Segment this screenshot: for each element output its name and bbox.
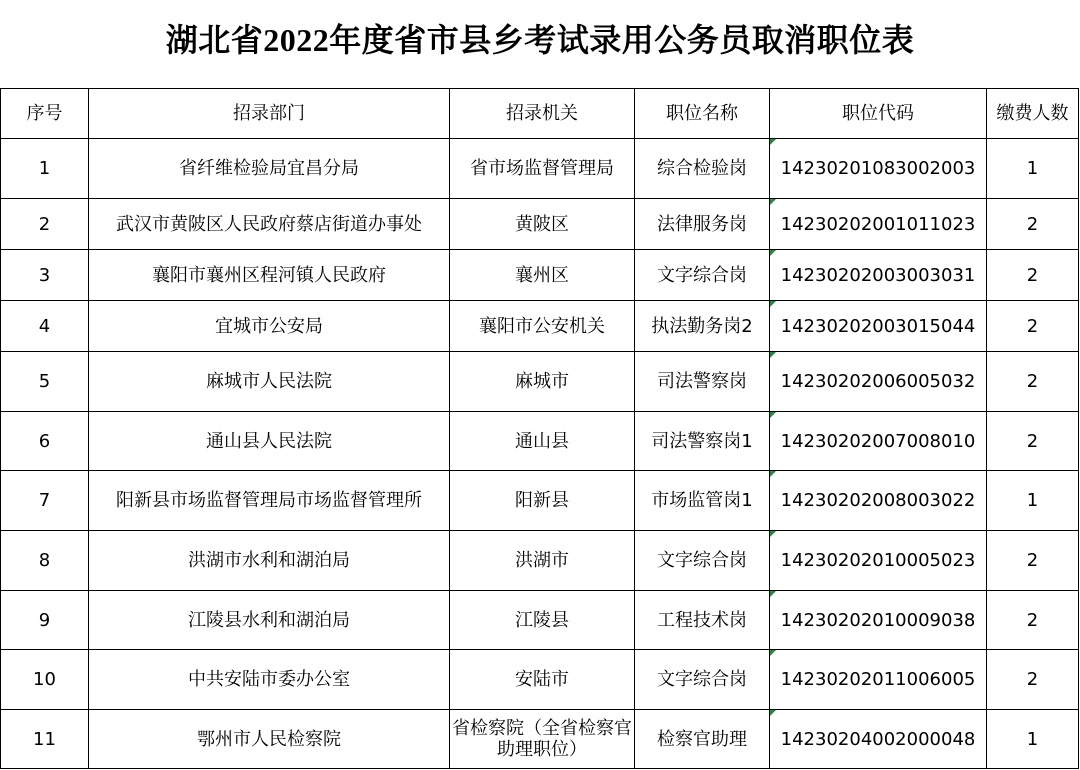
cell-position-name: 文字综合岗 bbox=[635, 531, 770, 591]
table-row bbox=[1, 650, 1079, 710]
cell-serial-number: 3 bbox=[1, 250, 89, 301]
cell-serial-number: 8 bbox=[1, 531, 89, 591]
cell-position-code bbox=[770, 250, 987, 301]
text-number-indicator-icon bbox=[770, 199, 776, 205]
position-code-text: 14230202007008010 bbox=[780, 430, 976, 452]
table-row bbox=[1, 301, 1079, 352]
header-serial-number: 序号 bbox=[1, 89, 89, 139]
cell-serial-number: 11 bbox=[1, 710, 89, 769]
cell-paid-applicants: 2 bbox=[987, 199, 1079, 250]
header-position-name: 职位名称 bbox=[635, 89, 770, 139]
cell-recruiting-agency: 洪湖市 bbox=[450, 531, 635, 591]
cell-paid-applicants: 2 bbox=[987, 301, 1079, 352]
cell-recruiting-agency: 黄陂区 bbox=[450, 199, 635, 250]
cell-paid-applicants: 2 bbox=[987, 591, 1079, 650]
position-code-text: 14230202008003022 bbox=[780, 490, 976, 511]
cell-recruiting-agency: 麻城市 bbox=[450, 352, 635, 412]
cell-recruiting-department: 江陵县水利和湖泊局 bbox=[89, 591, 450, 650]
cell-paid-applicants: 2 bbox=[987, 250, 1079, 301]
cell-recruiting-department: 中共安陆市委办公室 bbox=[89, 650, 450, 710]
position-code-text: 14230202010009038 bbox=[780, 609, 976, 631]
cell-recruiting-department: 通山县人民法院 bbox=[89, 412, 450, 471]
cell-paid-applicants: 2 bbox=[987, 531, 1079, 591]
cell-position-name: 市场监管岗1 bbox=[635, 471, 770, 531]
cell-recruiting-agency: 安陆市 bbox=[450, 650, 635, 710]
text-number-indicator-icon bbox=[770, 591, 776, 597]
cell-paid-applicants: 1 bbox=[987, 710, 1079, 769]
header-recruiting-agency: 招录机关 bbox=[450, 89, 635, 139]
text-number-indicator-icon bbox=[770, 139, 776, 145]
cell-serial-number: 1 bbox=[1, 139, 89, 199]
table-row bbox=[1, 352, 1079, 412]
table-row bbox=[1, 710, 1079, 769]
table-row bbox=[1, 531, 1079, 591]
cell-serial-number: 9 bbox=[1, 591, 89, 650]
cell-serial-number: 7 bbox=[1, 471, 89, 531]
position-code-text: 14230201083002003 bbox=[780, 158, 976, 179]
text-number-indicator-icon bbox=[770, 412, 776, 418]
position-code-text: 14230202001011023 bbox=[780, 213, 976, 235]
cell-paid-applicants: 2 bbox=[987, 412, 1079, 471]
cell-serial-number: 5 bbox=[1, 352, 89, 412]
position-code-text: 14230204002000048 bbox=[780, 728, 976, 750]
cell-recruiting-agency: 襄阳市公安机关 bbox=[450, 301, 635, 352]
table-row bbox=[1, 471, 1079, 531]
cell-position-name: 执法勤务岗2 bbox=[635, 301, 770, 352]
cancelled-positions-table bbox=[0, 88, 1079, 769]
cell-position-name: 工程技术岗 bbox=[635, 591, 770, 650]
position-code-text: 14230202003003031 bbox=[780, 264, 976, 286]
cell-position-name: 文字综合岗 bbox=[635, 650, 770, 710]
cell-serial-number: 2 bbox=[1, 199, 89, 250]
table-header-row bbox=[1, 89, 1079, 139]
cell-recruiting-department: 鄂州市人民检察院 bbox=[89, 710, 450, 769]
position-code-text: 14230202003015044 bbox=[780, 315, 976, 337]
header-position-code: 职位代码 bbox=[770, 89, 987, 139]
cell-recruiting-department: 省纤维检验局宜昌分局 bbox=[89, 139, 450, 199]
cell-recruiting-agency: 省市场监督管理局 bbox=[450, 139, 635, 199]
cell-recruiting-agency: 江陵县 bbox=[450, 591, 635, 650]
cell-position-code bbox=[770, 352, 987, 412]
cell-position-name: 综合检验岗 bbox=[635, 139, 770, 199]
table-row bbox=[1, 591, 1079, 650]
table-row bbox=[1, 250, 1079, 301]
cell-recruiting-department: 宜城市公安局 bbox=[89, 301, 450, 352]
cell-position-name: 司法警察岗1 bbox=[635, 412, 770, 471]
cell-recruiting-department: 武汉市黄陂区人民政府蔡店街道办事处 bbox=[89, 199, 450, 250]
cell-position-name: 检察官助理 bbox=[635, 710, 770, 769]
cell-paid-applicants: 1 bbox=[987, 139, 1079, 199]
table-row bbox=[1, 412, 1079, 471]
cell-recruiting-agency: 襄州区 bbox=[450, 250, 635, 301]
cell-recruiting-department: 襄阳市襄州区程河镇人民政府 bbox=[89, 250, 450, 301]
cell-position-name: 文字综合岗 bbox=[635, 250, 770, 301]
header-recruiting-department: 招录部门 bbox=[89, 89, 450, 139]
cell-position-code bbox=[770, 591, 987, 650]
text-number-indicator-icon bbox=[770, 531, 776, 537]
cell-position-code bbox=[770, 710, 987, 769]
cell-recruiting-department: 洪湖市水利和湖泊局 bbox=[89, 531, 450, 591]
text-number-indicator-icon bbox=[770, 710, 776, 716]
text-number-indicator-icon bbox=[770, 352, 776, 358]
text-number-indicator-icon bbox=[770, 250, 776, 256]
cell-position-code bbox=[770, 139, 987, 199]
cell-paid-applicants: 2 bbox=[987, 650, 1079, 710]
table-row bbox=[1, 199, 1079, 250]
cell-position-code bbox=[770, 531, 987, 591]
cell-position-code bbox=[770, 199, 987, 250]
text-number-indicator-icon bbox=[770, 301, 776, 307]
cell-serial-number: 10 bbox=[1, 650, 89, 710]
cell-position-name: 司法警察岗 bbox=[635, 352, 770, 412]
cell-position-code bbox=[770, 412, 987, 471]
header-paid-applicants: 缴费人数 bbox=[987, 89, 1079, 139]
table-row bbox=[1, 139, 1079, 199]
cell-recruiting-department: 麻城市人民法院 bbox=[89, 352, 450, 412]
cell-serial-number: 4 bbox=[1, 301, 89, 352]
position-code-text: 14230202006005032 bbox=[780, 371, 976, 392]
cell-position-code bbox=[770, 471, 987, 531]
position-code-text: 14230202011006005 bbox=[780, 669, 976, 690]
cell-recruiting-agency: 通山县 bbox=[450, 412, 635, 471]
cell-paid-applicants: 2 bbox=[987, 352, 1079, 412]
cell-serial-number: 6 bbox=[1, 412, 89, 471]
page-title: 湖北省2022年度省市县乡考试录用公务员取消职位表 bbox=[165, 22, 915, 58]
cell-recruiting-department: 阳新县市场监督管理局市场监督管理所 bbox=[89, 471, 450, 531]
cell-position-code bbox=[770, 650, 987, 710]
cell-recruiting-agency: 阳新县 bbox=[450, 471, 635, 531]
position-code-text: 14230202010005023 bbox=[780, 550, 976, 571]
cell-paid-applicants: 1 bbox=[987, 471, 1079, 531]
cell-position-code bbox=[770, 301, 987, 352]
text-number-indicator-icon bbox=[770, 650, 776, 656]
text-number-indicator-icon bbox=[770, 471, 776, 477]
cell-position-name: 法律服务岗 bbox=[635, 199, 770, 250]
cell-recruiting-agency: 省检察院（全省检察官助理职位） bbox=[450, 710, 635, 769]
table-body bbox=[1, 139, 1079, 769]
